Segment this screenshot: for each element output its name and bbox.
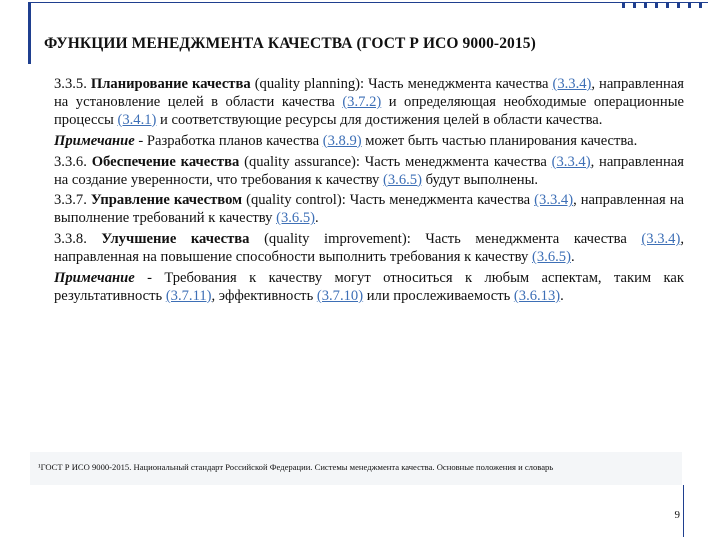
definition-quality-planning [54, 76, 684, 130]
clause-number: 3.3.6. [54, 153, 87, 170]
reference-link[interactable]: (3.3.4) [552, 76, 592, 92]
clause-number: 3.3.5. [54, 76, 87, 92]
page-number: 9 [674, 509, 680, 521]
reference-link[interactable]: (3.6.5) [276, 210, 316, 227]
definitions-body [54, 76, 684, 309]
reference-link[interactable]: (3.6.5) [532, 249, 571, 266]
text: , направленная на повышение способности выполнить требования к качеству [54, 231, 684, 266]
text: , направленная на создание уверенности, что требования к качеству [54, 153, 684, 188]
text: - Разработка планов качества [134, 132, 323, 149]
reference-link[interactable]: (3.8.9) [322, 132, 362, 149]
text: и соответствующие ресурсы для достижения целей в области качества. [156, 111, 603, 128]
note-quality-requirements [54, 270, 684, 306]
clause-number: 3.3.7. [54, 192, 87, 209]
note-label: Примечание [54, 132, 135, 149]
text: и определяющая необходимые операционные процессы [54, 93, 684, 128]
text: будут выполнены. [421, 171, 539, 188]
text: : Часть менеджмента качества [341, 192, 535, 209]
reference-link[interactable]: (3.6.13) [513, 287, 561, 304]
text: , направленная на установление целей в области качества [54, 76, 684, 110]
definition-quality-control [54, 192, 684, 228]
reference-link[interactable]: (3.6.5) [383, 171, 422, 188]
text: - Требования к качеству могут относиться к любым аспектам, таким как результативность [54, 270, 684, 304]
top-border-line [28, 2, 708, 3]
note-quality-planning [54, 133, 684, 151]
left-accent-bar [28, 2, 31, 64]
term-english: (quality improvement) [264, 231, 407, 248]
term: Улучшение качества [101, 231, 250, 248]
note-label: Примечание [54, 270, 135, 287]
text: . [570, 249, 575, 266]
reference-link[interactable]: (3.3.4) [551, 153, 591, 170]
term-english: (quality planning) [254, 76, 361, 92]
term: Обеспечение качества [91, 153, 240, 170]
term-english: (quality control) [246, 192, 342, 209]
definition-quality-assurance [54, 154, 684, 190]
text: , эффективность [211, 287, 317, 304]
reference-link[interactable]: (3.7.11) [165, 287, 212, 304]
page-number-divider [683, 485, 684, 537]
reference-link[interactable]: (3.7.10) [316, 287, 364, 304]
text: : Часть менеджмента качества [355, 153, 552, 170]
footnote: ¹ГОСТ Р ИСО 9000-2015. Национальный стандарт Российской Федерации. Системы менеджмента качества. Основные положения и словарь [38, 462, 554, 472]
reference-link[interactable]: (3.3.4) [534, 192, 574, 209]
term-english: (quality assurance) [244, 153, 356, 170]
text: . [315, 210, 319, 227]
term: Планирование качества [90, 76, 251, 92]
text: : Часть менеджмента качества [360, 76, 553, 92]
text: : Часть менеджмента качества [406, 231, 642, 248]
corner-tick-marks [622, 2, 720, 10]
reference-link[interactable]: (3.7.2) [342, 93, 382, 110]
text: может быть частью планирования качества. [361, 132, 638, 149]
definition-quality-improvement [54, 231, 684, 267]
text: . [560, 287, 564, 304]
reference-link[interactable]: (3.4.1) [117, 111, 157, 128]
clause-number: 3.3.8. [54, 231, 87, 248]
text: , направленная на выполнение требований к качеству [54, 192, 684, 227]
text: или прослеживаемость [363, 287, 514, 304]
slide-title: ФУНКЦИИ МЕНЕДЖМЕНТА КАЧЕСТВА (ГОСТ Р ИСО 9000-2015) [44, 35, 536, 52]
reference-link[interactable]: (3.3.4) [641, 231, 681, 248]
term: Управление качеством [90, 192, 243, 209]
